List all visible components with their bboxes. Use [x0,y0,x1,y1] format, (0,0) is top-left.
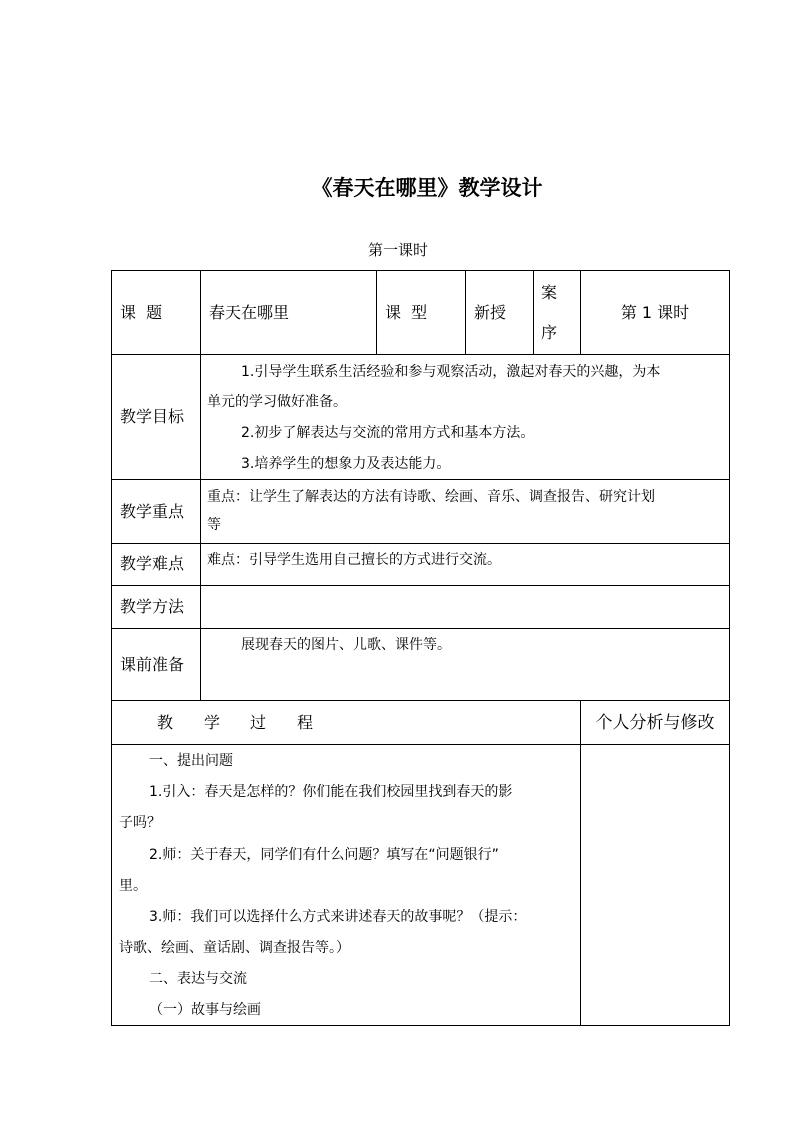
document-title: 《春天在哪里》教学设计 [311,175,543,200]
row-divider [111,585,730,586]
lesson-period-subtitle: 第一课时 [367,241,428,259]
label-column-divider [200,270,201,700]
process-line: 诗歌、绘画、童话剧、调查报告等。） [119,940,350,956]
process-header-char: 教 [157,713,174,732]
process-line: 1.引入：春天是怎样的？你们能在我们校园里找到春天的影 [149,784,513,800]
preparation-line: 展现春天的图片、儿歌、课件等。 [241,637,451,653]
analysis-column-divider [580,700,581,1026]
objectives-line: 3.培养学生的想象力及表达能力。 [241,456,451,472]
preparation-label: 课前准备 [120,655,185,674]
header-column-divider [533,270,534,354]
row-divider [111,700,730,701]
lesson-type-label: 课 型 [385,303,428,322]
key-points-label: 教学重点 [120,502,185,521]
difficulties-label: 教学难点 [120,554,185,573]
lesson-period-value: 第 1 课时 [620,303,690,322]
process-line: 一、提出问题 [149,753,233,769]
key-points-line: 重点：让学生了解表达的方法有诗歌、绘画、音乐、调查报告、研究计划 [207,489,655,505]
process-line: 里。 [119,878,147,894]
process-header-char: 学 [204,713,221,732]
objectives-line: 1.引导学生联系生活经验和参与观察活动，激起对春天的兴趣，为本 [241,364,661,380]
difficulties-line: 难点：引导学生选用自己擅长的方式进行交流。 [207,552,501,568]
process-header-char: 程 [297,713,314,732]
row-divider [111,628,730,629]
case-number-label-line1: 案 [541,283,558,302]
topic-label: 课 题 [120,303,163,322]
objectives-line: 2.初步了解表达与交流的常用方式和基本方法。 [241,425,535,441]
row-divider [111,543,730,544]
objectives-label: 教学目标 [120,407,185,426]
row-divider [111,354,730,355]
process-line: 二、表达与交流 [149,971,247,987]
case-number-label-line2: 序 [541,323,558,342]
key-points-line: 等 [207,517,221,533]
process-line: 2.师：关于春天，同学们有什么问题？填写在“问题银行” [149,847,499,863]
analysis-header: 个人分析与修改 [595,713,715,733]
header-column-divider [376,270,377,354]
lesson-type-value: 新授 [474,303,507,322]
process-line: 3.师：我们可以选择什么方式来讲述春天的故事呢？（提示： [149,909,527,925]
header-column-divider [465,270,466,354]
process-line: 子吗？ [119,815,161,831]
objectives-line: 单元的学习做好准备。 [207,394,347,410]
row-divider [111,479,730,480]
methods-label: 教学方法 [120,597,185,616]
row-divider [111,744,730,745]
process-line: （一）故事与绘画 [149,1002,261,1018]
topic-value: 春天在哪里 [209,303,290,322]
process-header-char: 过 [250,713,267,732]
